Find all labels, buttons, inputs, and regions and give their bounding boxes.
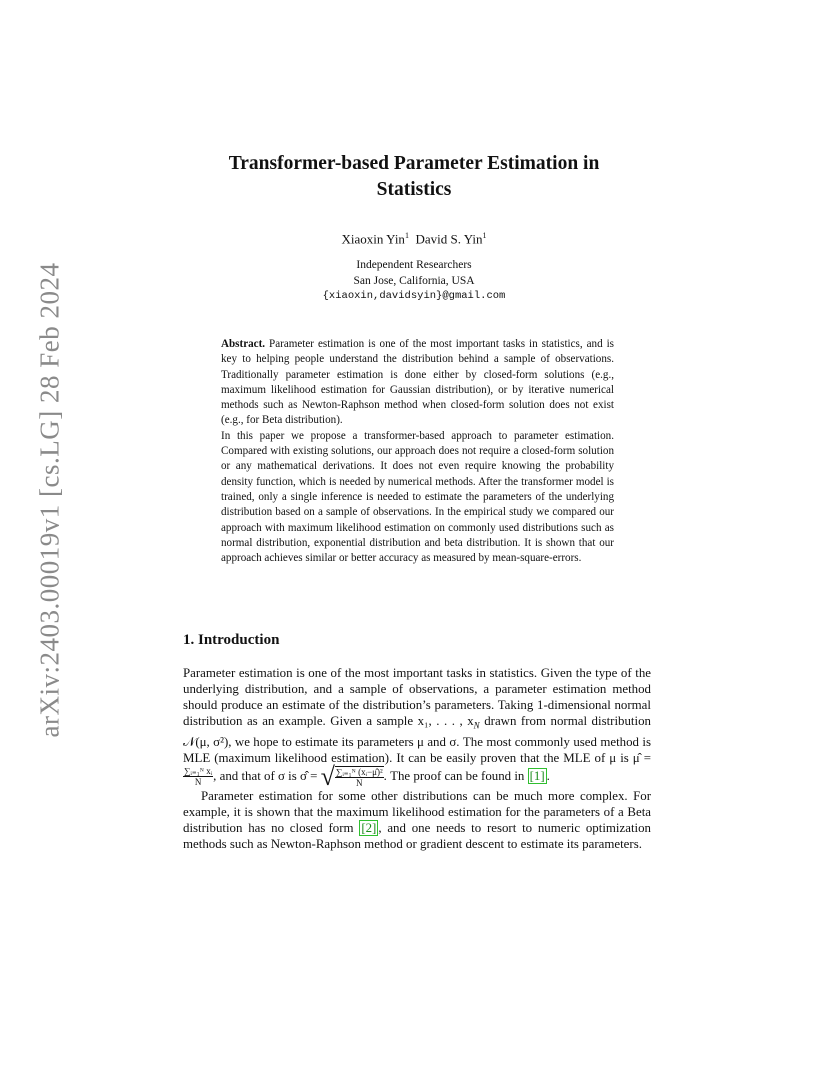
- author-email: {xiaoxin,davidsyin}@gmail.com: [322, 290, 506, 302]
- formula-numerator: ∑ᵢ₌₁ᴺ (xᵢ−μ̂)²: [335, 766, 383, 777]
- abstract: [221, 337, 614, 566]
- affiliation-line: Independent Researchers: [356, 259, 472, 271]
- citation-link[interactable]: [2]: [361, 820, 377, 835]
- affiliation-block: [180, 258, 648, 305]
- intro-text: drawn from normal distribution 𝒩(μ, σ²), we hope to estimate its parameters μ and σ. The most commonly used method is MLE (maximum likelihood estimation). It can be easily proven that the MLE of μ is μ̂ =: [183, 714, 651, 765]
- std-fraction: [335, 767, 384, 788]
- formula-denominator: N: [356, 777, 363, 788]
- intro-text: Parameter estimation is one of the most important tasks in statistics. Given the type of the underlying distribution, and a sample of observations, a parameter estimation method should produce an estimate of the distribution’s parameters. Taking 1-dimensional normal distribution as an example. Given a sample x₁, . . . , x: [183, 666, 651, 728]
- abstract-label: Abstract.: [221, 338, 266, 350]
- citation-link[interactable]: [1]: [529, 768, 545, 783]
- affiliation-location: San Jose, California, USA: [353, 274, 475, 287]
- intro-paragraph-1: [183, 665, 651, 791]
- abstract-text: Parameter estimation is one of the most important tasks in statistics, and is key to helping people understand the distribution behind a sample of observations. Traditionally parameter estimation is done either by closed-form solutions (e.g., maximum likelihood estimation for Gaussian distribution), or by iterative numerical methods such as Newton-Raphson method when closed-form solution does not exist (e.g., for Beta distribution).: [221, 338, 614, 427]
- intro-paragraph-2: [183, 788, 651, 852]
- intro-text: .: [546, 768, 550, 783]
- title-line-1: Transformer-based Parameter Estimation in: [228, 153, 600, 174]
- paper-title: [180, 151, 648, 203]
- abstract-paragraph-2: In this paper we propose a transformer-based approach to parameter estimation. Compared with existing solutions, our approach does not require a closed-form solution or any mathematical derivations. It does not even require knowing the probability density function, which is needed by numerical methods. After the transformer model is trained, only a single inference is needed to estimate the parameters of the underlying distribution based on a sample of observations. In the empirical study we compared our approach with maximum likelihood estimation on commonly used distributions such as normal distribution, exponential distribution and beta distribution. It is shown that our approach achieves similar or better accuracy as measured by mean-square-errors.: [221, 429, 614, 565]
- intro-text: , and that of σ is σ̂ =: [213, 768, 321, 783]
- formula-denominator: N: [194, 777, 202, 788]
- title-line-2: Statistics: [376, 179, 452, 200]
- affiliation-marker: 1: [404, 231, 409, 240]
- abstract-paragraph-1: [221, 337, 614, 429]
- intro-text: Parameter estimation for some other distributions can be much more complex. For example, it is shown that the maximum likelihood estimation for the parameters of a Beta distribution has no closed form: [183, 788, 651, 835]
- author-name: Xiaoxin Yin: [341, 231, 405, 247]
- mean-formula: [183, 766, 213, 787]
- std-formula: [320, 761, 384, 791]
- formula-numerator: ∑ᵢ₌₁ᴺ xᵢ: [184, 766, 213, 777]
- arxiv-identifier-stamp: arXiv:2403.00019v1 [cs.LG] 28 Feb 2024: [34, 262, 65, 738]
- sqrt-content: [335, 766, 384, 788]
- introduction-body: [183, 665, 651, 852]
- subscript: N: [473, 720, 480, 731]
- section-heading: 1. Introduction: [183, 632, 280, 648]
- intro-text: , and one needs to resort to numeric optimization methods such as Newton-Raphson method or gradient descent to estimate its parameters.: [183, 820, 652, 851]
- affiliation-marker: 1: [482, 231, 487, 240]
- author-name: David S. Yin: [415, 231, 483, 247]
- author-list: [180, 231, 648, 247]
- sqrt-symbol: √: [320, 761, 335, 791]
- intro-text: . The proof can be found in: [383, 768, 528, 783]
